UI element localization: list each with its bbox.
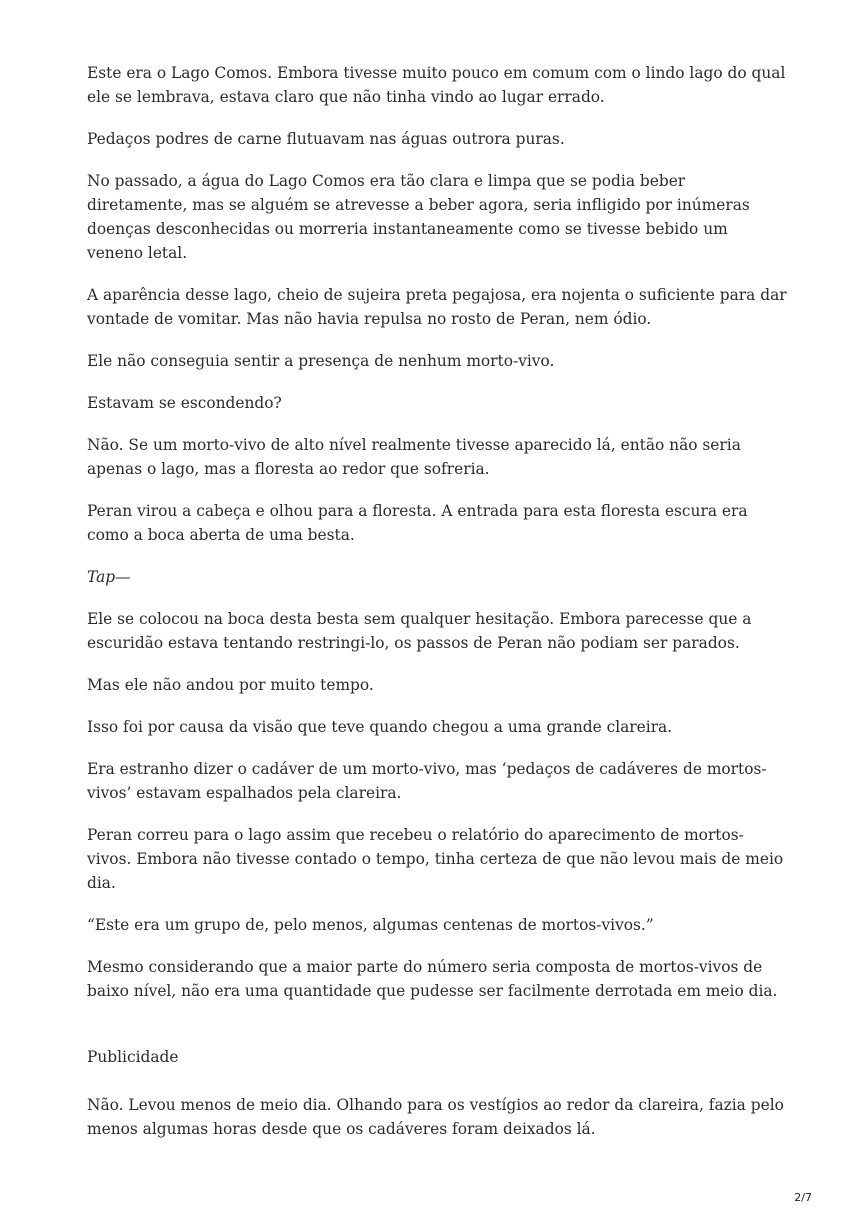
paragraph: Peran correu para o lago assim que recebeu o relatório do aparecimento de mortos-vivos. Embora não tivesse contado o tempo, tinha certeza de que não levou mais de meio dia. [87,826,784,892]
paragraph: Não. Levou menos de meio dia. Olhando para os vestígios ao redor da clareira, fazia pelo menos algumas horas desde que os cadáveres foram deixados lá. [87,1096,784,1138]
paragraph: Estavam se escondendo? [87,394,282,412]
paragraph: A aparência desse lago, cheio de sujeira preta pegajosa, era nojenta o suficiente para dar vontade de vomitar. Mas não havia repulsa no rosto de Peran, nem ódio. [87,286,787,328]
paragraph: Mesmo considerando que a maior parte do número seria composta de mortos-vivos de baixo nível, não era uma quantidade que pudesse ser facilmente derrotada em meio dia. [87,958,778,1000]
paragraph: Ele não conseguia sentir a presença de nenhum morto-vivo. [87,352,555,370]
paragraph: Pedaços podres de carne flutuavam nas águas outrora puras. [87,130,565,148]
paragraph: Era estranho dizer o cadáver de um morto-vivo, mas ‘pedaços de cadáveres de mortos-vivos’ estavam espalhados pela clareira. [87,760,767,802]
paragraph: Mas ele não andou por muito tempo. [87,676,374,694]
page-number: 2/7 [794,1191,812,1204]
sound-effect-paragraph: Tap— [87,568,131,586]
paragraph: Peran virou a cabeça e olhou para a floresta. A entrada para esta floresta escura era como a boca aberta de uma besta. [87,502,748,544]
paragraph: Isso foi por causa da visão que teve quando chegou a uma grande clareira. [87,718,673,736]
paragraph: Este era o Lago Comos. Embora tivesse muito pouco em comum com o lindo lago do qual ele se lembrava, estava claro que não tinha vindo ao lugar errado. [87,64,786,106]
paragraph: No passado, a água do Lago Comos era tão clara e limpa que se podia beber diretamente, mas se alguém se atrevesse a beber agora, seria infligido por inúmeras doenças desconhecidas ou morreria instantaneamente como se tivesse bebido um veneno letal. [87,172,750,262]
advertisement-label: Publicidade [87,1048,179,1066]
document-page [87,61,787,1159]
paragraph: Não. Se um morto-vivo de alto nível realmente tivesse aparecido lá, então não seria apenas o lago, mas a floresta ao redor que sofreria. [87,436,741,478]
paragraph: “Este era um grupo de, pelo menos, algumas centenas de mortos-vivos.” [87,916,654,934]
paragraph: Ele se colocou na boca desta besta sem qualquer hesitação. Embora parecesse que a escuridão estava tentando restringi-lo, os passos de Peran não podiam ser parados. [87,610,752,652]
